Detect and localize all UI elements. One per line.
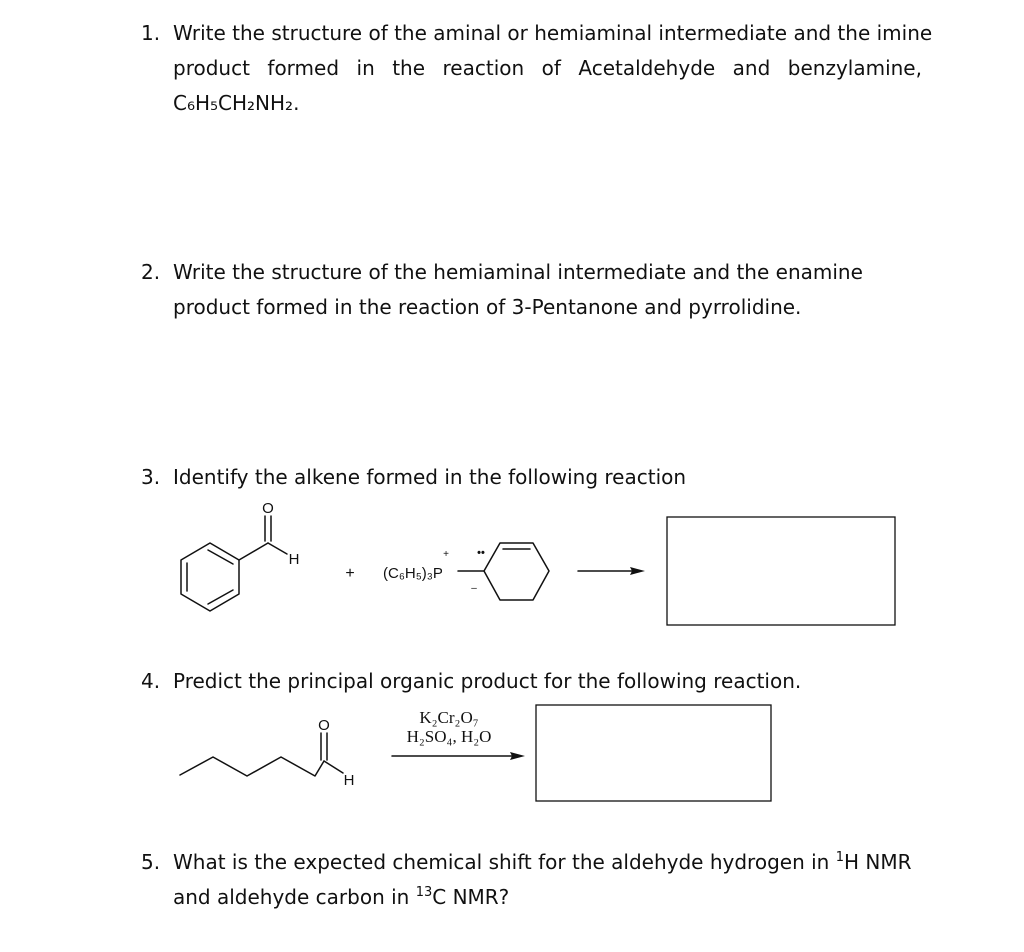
reagent-potassium-dichromate: K₂Cr₂O₇ <box>419 708 479 727</box>
carbanion-negative-charge: – <box>471 583 477 594</box>
answer-box-question-4[interactable] <box>536 705 771 801</box>
question-1-word: and <box>732 56 771 80</box>
question-4-line-1: Predict the principal organic product for the following reaction. <box>173 669 802 693</box>
aldehyde-h-bond <box>324 761 343 773</box>
pentanal-structure <box>180 733 518 776</box>
aldehyde-h-bond <box>268 543 287 554</box>
aldehyde-oxygen-label: O <box>318 717 330 734</box>
plus-sign: + <box>345 565 355 582</box>
question-5-line-2 <box>141 880 941 915</box>
benzaldehyde-structure <box>181 516 287 611</box>
lone-pair-dots: •• <box>477 547 485 559</box>
isotope-1-superscript: 1 <box>835 850 844 865</box>
question-5-text-d: C NMR? <box>432 885 510 909</box>
question-2-line-2: product formed in the reaction of 3-Pentanone and pyrrolidine. <box>173 295 802 319</box>
question-3-number: 3. <box>141 465 161 489</box>
benzene-double-bond <box>208 550 233 564</box>
aldehyde-oxygen-label: O <box>262 500 274 517</box>
question-1-line-3: C₆H₅CH₂NH₂. <box>173 91 300 115</box>
phosphorus-positive-charge: + <box>443 549 449 560</box>
question-2-number: 2. <box>141 260 161 284</box>
question-1 <box>141 16 941 121</box>
question-1-word: in <box>356 56 375 80</box>
question-1-word: of <box>541 56 561 80</box>
carbon-chain <box>180 757 324 776</box>
question-5-text-a: What is the expected chemical shift for the aldehyde hydrogen in <box>173 850 836 874</box>
aldehyde-hydrogen-label: H <box>288 551 300 568</box>
question-1-word: reaction <box>442 56 525 80</box>
ring-to-carbonyl-bond <box>239 543 268 560</box>
benzene-ring <box>181 543 239 611</box>
question-1-word: formed <box>267 56 340 80</box>
aldehyde-hydrogen-label: H <box>343 772 355 789</box>
question-5-number: 5. <box>141 850 161 874</box>
question-1-word: product <box>173 56 250 80</box>
question-5 <box>141 845 941 915</box>
question-3-line-1: Identify the alkene formed in the following reaction <box>173 465 687 489</box>
ylide-phosphorus-label: (C₆H₅)₃P <box>383 565 443 582</box>
question-1-word: Acetaldehyde <box>578 56 716 80</box>
reaction-arrow-head <box>630 567 645 575</box>
cyclohexenylidene-ylide-structure <box>458 543 549 600</box>
question-2-line-1: Write the structure of the hemiaminal intermediate and the enamine <box>173 260 863 284</box>
cyclohexene-ring <box>484 543 549 600</box>
question-5-text-c: and aldehyde carbon in <box>173 885 416 909</box>
question-1-number: 1. <box>141 21 161 45</box>
question-5-line-1 <box>173 845 941 880</box>
benzene-double-bond <box>208 590 233 604</box>
question-3 <box>141 460 941 495</box>
reaction-arrow-head <box>510 752 525 760</box>
question-1-word: the <box>392 56 426 80</box>
question-2 <box>141 255 941 325</box>
isotope-13-superscript: 13 <box>415 885 433 900</box>
question-1-line-1: Write the structure of the aminal or hemiaminal intermediate and the imine <box>173 21 933 45</box>
question-4 <box>141 664 941 699</box>
question-4-number: 4. <box>141 669 161 693</box>
question-1-word: benzylamine, <box>787 56 922 80</box>
question-5-text-b: H NMR <box>843 850 912 874</box>
answer-box-question-3[interactable] <box>667 517 895 625</box>
reagent-acid-water: H₂SO₄, H₂O <box>406 727 492 746</box>
question-1-line-2 <box>141 51 941 86</box>
